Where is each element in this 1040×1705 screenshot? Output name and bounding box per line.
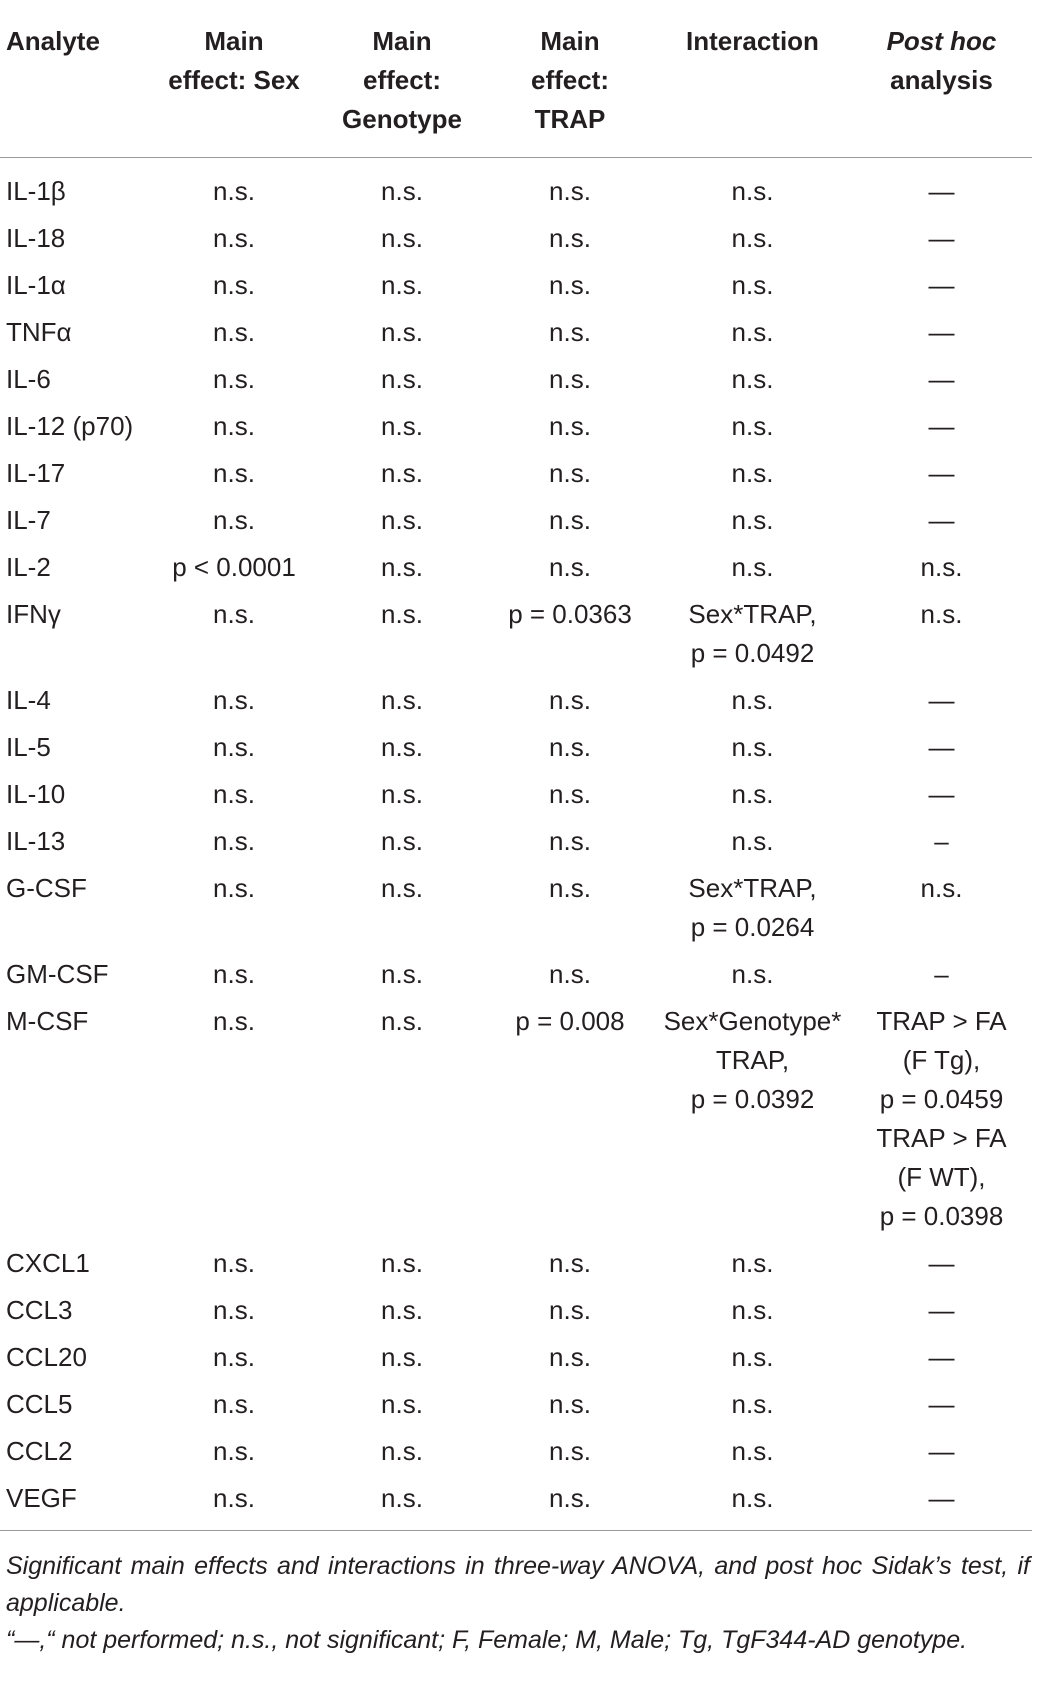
table-row	[0, 266, 1032, 313]
cell-post-hoc	[851, 1479, 1032, 1531]
cell-main-effect-genotype: n.s.	[381, 1389, 423, 1419]
cell-line: —	[928, 1342, 955, 1372]
cell-post-hoc	[851, 775, 1032, 822]
cell-main-effect-trap: n.s.	[549, 411, 591, 441]
cell-post-hoc	[851, 158, 1032, 220]
cell-interaction	[654, 822, 851, 869]
header-post-hoc-analysis	[851, 14, 1032, 158]
cell-main-effect-genotype: n.s.	[381, 552, 423, 582]
cell-post-hoc	[851, 1291, 1032, 1338]
cell-main-effect-trap: n.s.	[549, 552, 591, 582]
table-row	[0, 955, 1032, 1002]
table-row	[0, 1244, 1032, 1291]
cell-main-effect-trap: n.s.	[549, 1436, 591, 1466]
cell-post-hoc	[851, 454, 1032, 501]
cell-main-effect-genotype: n.s.	[381, 1295, 423, 1325]
cell-main-effect-sex: n.s.	[213, 1342, 255, 1372]
cell-line: —	[928, 1483, 955, 1513]
cell-main-effect-trap: n.s.	[549, 1248, 591, 1278]
cell-line: (F Tg),	[902, 1045, 981, 1075]
cell-interaction	[654, 1432, 851, 1479]
cell-line: —	[928, 411, 955, 441]
cell-main-effect-sex: n.s.	[213, 779, 255, 809]
cell-main-effect-genotype: n.s.	[381, 873, 423, 903]
cell-main-effect-sex: n.s.	[213, 685, 255, 715]
table-row	[0, 1385, 1032, 1432]
table-row	[0, 728, 1032, 775]
cell-interaction	[654, 681, 851, 728]
cell-main-effect-sex: n.s.	[213, 176, 255, 206]
cell-line: n.s.	[731, 732, 774, 762]
cell-line: —	[928, 1295, 955, 1325]
header-line: effect:	[530, 65, 609, 95]
cell-analyte: TNFα	[6, 317, 72, 347]
cell-main-effect-genotype: n.s.	[381, 685, 423, 715]
cell-main-effect-trap: n.s.	[549, 959, 591, 989]
cell-analyte: IL-2	[6, 552, 51, 582]
cell-analyte: IL-10	[6, 779, 66, 809]
cell-analyte: IL-17	[6, 458, 66, 488]
cell-line: —	[928, 732, 955, 762]
cell-main-effect-genotype: n.s.	[381, 176, 423, 206]
cell-line: —	[928, 1248, 955, 1278]
cell-line: (F WT),	[897, 1162, 986, 1192]
cell-line: p = 0.0392	[690, 1084, 815, 1114]
table-row	[0, 360, 1032, 407]
cell-post-hoc	[851, 407, 1032, 454]
cell-main-effect-trap: n.s.	[549, 458, 591, 488]
cell-post-hoc	[851, 219, 1032, 266]
cell-main-effect-genotype: n.s.	[381, 826, 423, 856]
cell-post-hoc	[851, 955, 1032, 1002]
cell-line: n.s.	[731, 779, 774, 809]
anova-results-table	[0, 14, 1032, 1531]
cell-line: TRAP > FA	[876, 1006, 1007, 1036]
cell-analyte: GM-CSF	[6, 959, 109, 989]
cell-post-hoc	[851, 728, 1032, 775]
table-footnote	[6, 1548, 1030, 1659]
cell-line: p = 0.0492	[690, 638, 815, 668]
cell-line: Sex*TRAP,	[688, 873, 817, 903]
cell-line: —	[928, 685, 955, 715]
header-line: Post hoc	[886, 26, 997, 56]
footnote-line: Significant main effects and interactions in three-way ANOVA, and post hoc Sidak’s test, if applicable.	[6, 1552, 1030, 1617]
cell-analyte: G-CSF	[6, 873, 87, 903]
cell-interaction	[654, 869, 851, 955]
header-main-effect-sex	[150, 14, 318, 158]
cell-analyte: VEGF	[0, 1479, 150, 1531]
header-line: Main	[540, 26, 600, 56]
cell-main-effect-trap: n.s.	[549, 826, 591, 856]
cell-line: n.s.	[731, 223, 774, 253]
cell-line: n.s.	[731, 458, 774, 488]
cell-line: —	[928, 223, 955, 253]
cell-line: —	[928, 505, 955, 535]
cell-line: n.s.	[731, 959, 774, 989]
cell-line: –	[934, 959, 949, 989]
cell-interaction	[654, 1385, 851, 1432]
cell-main-effect-genotype: n.s.	[381, 505, 423, 535]
cell-line: n.s.	[731, 685, 774, 715]
cell-main-effect-trap: n.s.	[549, 1342, 591, 1372]
cell-main-effect-sex: n.s.	[213, 364, 255, 394]
table-row	[0, 595, 1032, 681]
header-row	[0, 14, 1032, 158]
table-row	[0, 454, 1032, 501]
cell-post-hoc	[851, 1385, 1032, 1432]
table-row	[0, 158, 1032, 220]
table-row	[0, 548, 1032, 595]
cell-line: p = 0.0264	[690, 912, 815, 942]
table-row	[0, 1291, 1032, 1338]
cell-post-hoc	[851, 595, 1032, 681]
cell-analyte: IL-1α	[6, 270, 66, 300]
cell-main-effect-trap: n.s.	[549, 732, 591, 762]
cell-main-effect-trap: n.s.	[549, 873, 591, 903]
cell-line: –	[934, 826, 949, 856]
cell-main-effect-sex: n.s.	[213, 959, 255, 989]
cell-analyte: IL-12 (p70)	[6, 411, 134, 441]
cell-line: —	[928, 779, 955, 809]
header-line: Genotype	[342, 104, 462, 134]
cell-main-effect-trap: n.s.	[549, 364, 591, 394]
cell-line: n.s.	[731, 826, 774, 856]
cell-main-effect-sex: n.s.	[213, 826, 255, 856]
cell-post-hoc	[851, 1002, 1032, 1244]
cell-main-effect-genotype: n.s.	[381, 317, 423, 347]
cell-main-effect-trap: n.s.	[549, 176, 591, 206]
cell-main-effect-sex: n.s.	[213, 873, 255, 903]
cell-main-effect-genotype: n.s.	[381, 1248, 423, 1278]
table-row	[0, 407, 1032, 454]
cell-line: n.s.	[920, 552, 963, 582]
cell-main-effect-sex: n.s.	[213, 270, 255, 300]
cell-post-hoc	[851, 501, 1032, 548]
cell-line: n.s.	[731, 317, 774, 347]
cell-line: n.s.	[920, 599, 963, 629]
cell-post-hoc	[851, 313, 1032, 360]
cell-line: TRAP,	[715, 1045, 790, 1075]
cell-line: n.s.	[731, 411, 774, 441]
cell-main-effect-genotype: n.s.	[381, 599, 423, 629]
cell-post-hoc	[851, 548, 1032, 595]
cell-interaction	[654, 595, 851, 681]
cell-interaction	[654, 1291, 851, 1338]
cell-analyte: IL-7	[6, 505, 51, 535]
cell-main-effect-sex: n.s.	[213, 599, 255, 629]
cell-analyte: IFNγ	[6, 599, 61, 629]
cell-main-effect-trap: n.s.	[549, 779, 591, 809]
cell-main-effect-sex: n.s.	[150, 1479, 318, 1531]
cell-interaction	[654, 158, 851, 220]
cell-analyte: CCL5	[6, 1389, 73, 1419]
cell-main-effect-sex: n.s.	[213, 223, 255, 253]
cell-main-effect-sex: n.s.	[213, 1389, 255, 1419]
cell-interaction	[654, 1479, 851, 1531]
cell-line: Sex*Genotype*	[663, 1006, 842, 1036]
table-row	[0, 501, 1032, 548]
table-row	[0, 1002, 1032, 1244]
cell-analyte: CXCL1	[6, 1248, 90, 1278]
cell-analyte: IL-6	[6, 364, 51, 394]
cell-interaction	[654, 313, 851, 360]
cell-post-hoc	[851, 822, 1032, 869]
cell-main-effect-trap: n.s.	[549, 1295, 591, 1325]
cell-analyte: IL-13	[6, 826, 66, 856]
cell-main-effect-genotype: n.s.	[381, 364, 423, 394]
cell-interaction	[654, 219, 851, 266]
cell-main-effect-sex: n.s.	[213, 458, 255, 488]
cell-analyte: IL-1β	[6, 176, 66, 206]
header-interaction: Interaction	[654, 14, 851, 158]
table-header	[0, 14, 1032, 158]
cell-main-effect-genotype: n.s.	[381, 1006, 423, 1036]
table-body	[0, 158, 1032, 1531]
cell-interaction	[654, 454, 851, 501]
table-row	[0, 219, 1032, 266]
cell-analyte: IL-5	[6, 732, 51, 762]
cell-analyte: IL-4	[6, 685, 51, 715]
cell-main-effect-trap: p = 0.008	[515, 1006, 625, 1036]
cell-main-effect-sex: n.s.	[213, 732, 255, 762]
cell-analyte: M-CSF	[6, 1006, 89, 1036]
cell-line: —	[928, 176, 955, 206]
cell-interaction	[654, 955, 851, 1002]
header-main-effect-genotype	[318, 14, 486, 158]
cell-main-effect-trap: p = 0.0363	[508, 599, 632, 629]
cell-main-effect-trap: n.s.	[549, 317, 591, 347]
cell-line: Sex*TRAP,	[688, 599, 817, 629]
cell-main-effect-trap: n.s.	[549, 505, 591, 535]
cell-main-effect-trap: n.s.	[486, 1479, 654, 1531]
cell-interaction	[654, 407, 851, 454]
cell-main-effect-trap: n.s.	[549, 223, 591, 253]
cell-line: —	[928, 458, 955, 488]
cell-line: TRAP > FA	[876, 1123, 1007, 1153]
cell-main-effect-genotype: n.s.	[381, 411, 423, 441]
header-main-effect-trap	[486, 14, 654, 158]
cell-main-effect-genotype: n.s.	[381, 223, 423, 253]
cell-main-effect-sex: n.s.	[213, 505, 255, 535]
cell-line: n.s.	[731, 505, 774, 535]
cell-interaction	[654, 548, 851, 595]
cell-main-effect-genotype: n.s.	[318, 1479, 486, 1531]
cell-line: n.s.	[731, 1342, 774, 1372]
cell-line: n.s.	[731, 1436, 774, 1466]
cell-line: n.s.	[731, 1483, 774, 1513]
cell-main-effect-genotype: n.s.	[381, 1342, 423, 1372]
header-line: effect: Sex	[168, 65, 300, 95]
cell-line: n.s.	[731, 270, 774, 300]
cell-line: n.s.	[920, 873, 963, 903]
cell-line: n.s.	[731, 364, 774, 394]
cell-interaction	[654, 775, 851, 822]
cell-interaction	[654, 266, 851, 313]
cell-analyte: CCL3	[6, 1295, 73, 1325]
cell-interaction	[654, 1338, 851, 1385]
cell-interaction	[654, 360, 851, 407]
cell-line: —	[928, 270, 955, 300]
cell-line: n.s.	[731, 1389, 774, 1419]
cell-post-hoc	[851, 1244, 1032, 1291]
cell-post-hoc	[851, 1432, 1032, 1479]
cell-main-effect-genotype: n.s.	[381, 458, 423, 488]
cell-main-effect-genotype: n.s.	[381, 732, 423, 762]
cell-line: —	[928, 1389, 955, 1419]
table-row	[0, 1479, 1032, 1531]
cell-main-effect-sex: n.s.	[213, 1295, 255, 1325]
cell-main-effect-genotype: n.s.	[381, 1436, 423, 1466]
table-row	[0, 1338, 1032, 1385]
cell-main-effect-sex: p < 0.0001	[172, 552, 296, 582]
table-row	[0, 1432, 1032, 1479]
cell-line: n.s.	[731, 552, 774, 582]
table-row	[0, 869, 1032, 955]
cell-interaction	[654, 1244, 851, 1291]
cell-interaction	[654, 728, 851, 775]
cell-interaction	[654, 1002, 851, 1244]
cell-main-effect-genotype: n.s.	[381, 779, 423, 809]
cell-post-hoc	[851, 869, 1032, 955]
cell-main-effect-trap: n.s.	[549, 270, 591, 300]
cell-line: n.s.	[731, 1248, 774, 1278]
cell-line: p = 0.0398	[879, 1201, 1004, 1231]
header-line: Main	[372, 26, 432, 56]
header-line: TRAP	[534, 104, 606, 134]
cell-post-hoc	[851, 681, 1032, 728]
header-line: effect:	[362, 65, 441, 95]
table-row	[0, 775, 1032, 822]
cell-post-hoc	[851, 360, 1032, 407]
cell-main-effect-sex: n.s.	[213, 1436, 255, 1466]
table-row	[0, 822, 1032, 869]
header-line: Main	[204, 26, 264, 56]
footnote-line: “—,“ not performed; n.s., not significant; F, Female; M, Male; Tg, TgF344-AD genotype.	[6, 1626, 968, 1654]
cell-analyte: IL-18	[6, 223, 66, 253]
table-row	[0, 313, 1032, 360]
cell-main-effect-genotype: n.s.	[381, 959, 423, 989]
header-analyte: Analyte	[0, 14, 150, 158]
cell-main-effect-genotype: n.s.	[381, 270, 423, 300]
cell-post-hoc	[851, 1338, 1032, 1385]
cell-analyte: CCL20	[6, 1342, 87, 1372]
cell-line: n.s.	[731, 1295, 774, 1325]
cell-main-effect-sex: n.s.	[213, 317, 255, 347]
header-line: analysis	[890, 65, 993, 95]
cell-main-effect-sex: n.s.	[213, 411, 255, 441]
table-row	[0, 681, 1032, 728]
cell-line: —	[928, 317, 955, 347]
cell-main-effect-sex: n.s.	[213, 1006, 255, 1036]
cell-main-effect-trap: n.s.	[549, 685, 591, 715]
cell-line: p = 0.0459	[879, 1084, 1004, 1114]
cell-line: —	[928, 1436, 955, 1466]
cell-line: —	[928, 364, 955, 394]
cell-main-effect-sex: n.s.	[213, 1248, 255, 1278]
cell-main-effect-trap: n.s.	[549, 1389, 591, 1419]
cell-line: n.s.	[731, 176, 774, 206]
cell-interaction	[654, 501, 851, 548]
cell-analyte: CCL2	[6, 1436, 73, 1466]
cell-post-hoc	[851, 266, 1032, 313]
